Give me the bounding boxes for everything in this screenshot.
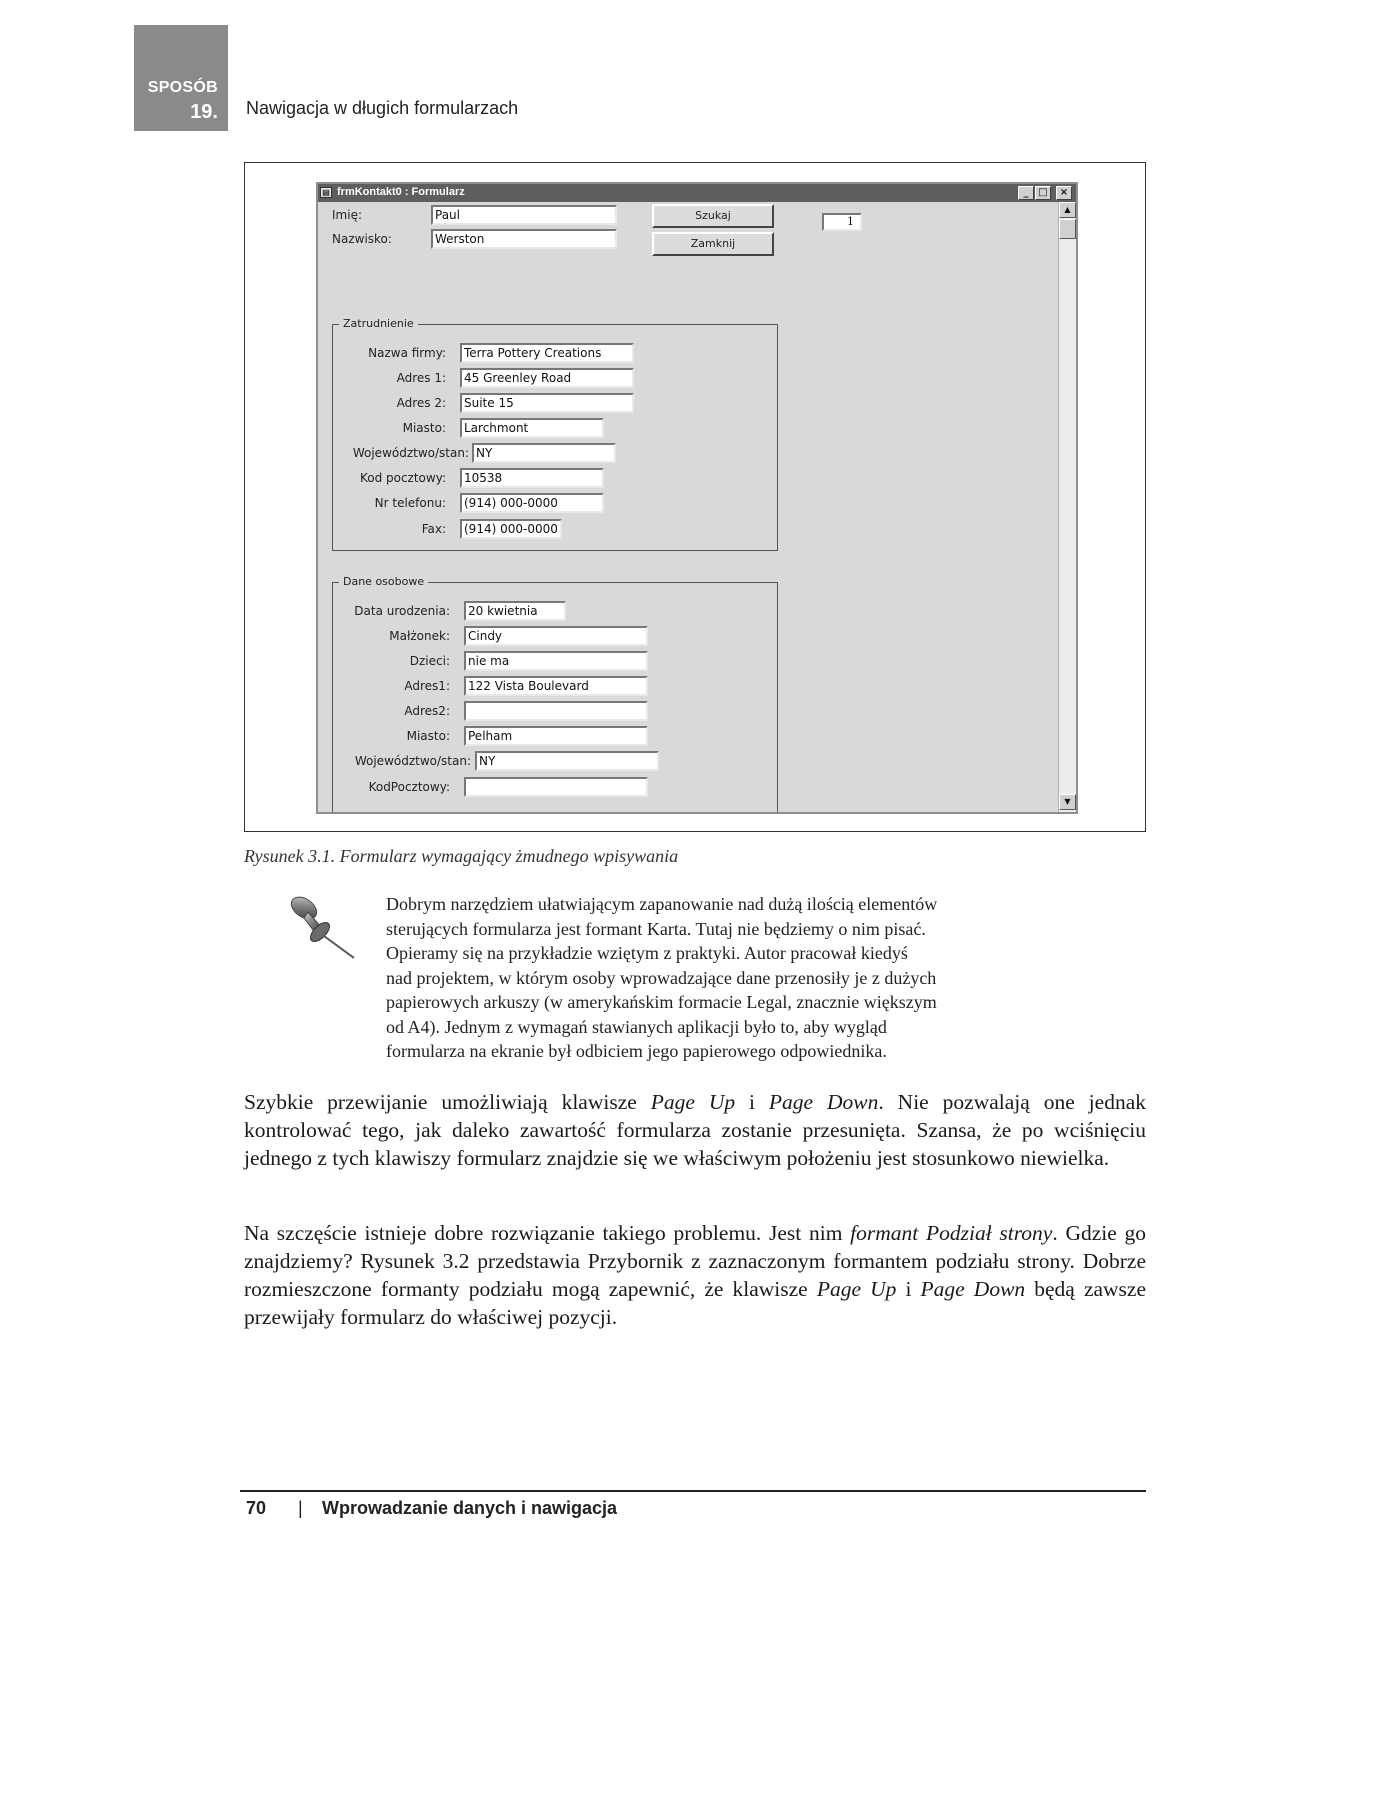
zatrudnienie-label: Kod pocztowy:: [359, 471, 446, 485]
zatrudnienie-label: Nr telefonu:: [374, 496, 446, 510]
footer-rule: [240, 1490, 1146, 1492]
footer-separator: |: [298, 1498, 303, 1518]
dane-osobowe-title: Dane osobowe: [339, 575, 428, 588]
zatrudnienie-label: Fax:: [421, 522, 446, 536]
scroll-down-icon[interactable]: ▼: [1059, 794, 1076, 810]
dane-field[interactable]: 122 Vista Boulevard: [464, 676, 648, 696]
dane-label: KodPocztowy:: [368, 780, 450, 794]
note-line: formularza na ekranie był odbiciem jego papierowego odpowiednika.: [386, 1041, 887, 1061]
dane-label: Adres1:: [404, 679, 450, 693]
dane-label: Data urodzenia:: [354, 604, 450, 618]
record-counter[interactable]: 1: [822, 213, 862, 231]
note-line: Dobrym narzędziem ułatwiającym zapanowanie nad dużą ilością elementów: [386, 894, 938, 914]
dane-field[interactable]: [464, 701, 648, 721]
window-title: frmKontakt0 : Formularz: [337, 186, 465, 198]
note-line: sterujących formularza jest formant Karta. Tutaj nie będziemy o nim pisać.: [386, 918, 926, 939]
note-line: papierowych arkuszy (w amerykańskim formacie Legal, znacznie większym: [386, 992, 937, 1012]
chapter-tab-word: SPOSÓB: [147, 79, 218, 96]
zatrudnienie-field[interactable]: Suite 15: [460, 393, 634, 413]
search-button[interactable]: Szukaj: [652, 204, 774, 228]
dane-field[interactable]: 20 kwietnia: [464, 601, 566, 621]
dane-label: Adres2:: [404, 704, 450, 718]
figure-caption: Rysunek 3.1. Formularz wymagający żmudnego wpisywania: [244, 846, 679, 866]
dane-field[interactable]: [464, 777, 648, 797]
chapter-tab: [134, 25, 228, 131]
zatrudnienie-title: Zatrudnienie: [339, 317, 418, 330]
form-icon: ▤: [320, 187, 332, 198]
zatrudnienie-field[interactable]: 45 Greenley Road: [460, 368, 634, 388]
zatrudnienie-field[interactable]: NY: [472, 443, 616, 463]
dane-label: Dzieci:: [409, 654, 450, 668]
chapter-tab-number: 19.: [190, 101, 218, 123]
zatrudnienie-label: Miasto:: [402, 421, 446, 435]
scroll-up-icon[interactable]: ▲: [1059, 202, 1076, 218]
text-run: . Gdzie go znajdziemy? Rysunek 3.2 przedstawia Przybornik z zaznaczonym formantem podziału strony. Dobrze rozmieszczone formanty podziału mogą zapewnić, że klawisze: [244, 1221, 1146, 1301]
window-titlebar[interactable]: [318, 184, 1076, 202]
note-box: [386, 892, 1086, 1064]
zatrudnienie-field[interactable]: Larchmont: [460, 418, 604, 438]
dane-field[interactable]: NY: [475, 751, 659, 771]
dane-field[interactable]: Cindy: [464, 626, 648, 646]
zatrudnienie-field[interactable]: 10538: [460, 468, 604, 488]
close-form-button[interactable]: Zamknij: [652, 232, 774, 256]
vertical-scrollbar[interactable]: [1058, 202, 1076, 812]
dane-label: Województwo/stan:: [354, 754, 471, 768]
zatrudnienie-label: Województwo/stan:: [352, 446, 469, 460]
chapter-title: Wprowadzanie danych i nawigacja: [322, 1498, 618, 1518]
note-line: od A4). Jednym z wymagań stawianych aplikacji było to, aby wygląd: [386, 1016, 887, 1037]
imie-label: Imię:: [332, 208, 362, 222]
form-body: [318, 202, 1058, 812]
text-run: Na szczęście istnieje dobre rozwiązanie takiego problemu. Jest nim: [244, 1221, 851, 1245]
body-paragraph-2: [244, 1219, 1146, 1331]
page-number: 70: [246, 1498, 267, 1518]
key-name: Page Down: [768, 1090, 879, 1114]
text-run: będą zawsze przewijały formularz do właściwej pozycji.: [244, 1277, 1147, 1329]
imie-field[interactable]: Paul: [431, 205, 617, 225]
nazwisko-field[interactable]: Werston: [431, 229, 617, 249]
term: formant Podział strony: [850, 1221, 1053, 1245]
close-window-button[interactable]: ×: [1056, 186, 1072, 200]
key-name: Page Up: [816, 1277, 897, 1301]
zatrudnienie-label: Adres 1:: [396, 371, 446, 385]
text-run: i: [735, 1090, 769, 1114]
dane-label: Małżonek:: [389, 629, 450, 643]
text-run: i: [896, 1277, 921, 1301]
key-name: Page Down: [920, 1277, 1026, 1301]
text-run: . Nie pozwalają one jednak kontrolować tego, jak daleko zawartość formularza zostanie przesunięta. Szansa, że po wciśnięciu jednego z tych klawiszy formularz znajdzie się we właściwym położeniu jest stosunkowo niewielka.: [244, 1090, 1146, 1170]
body-paragraph-1: [244, 1088, 1146, 1172]
zatrudnienie-field[interactable]: Terra Pottery Creations: [460, 343, 634, 363]
dane-label: Miasto:: [406, 729, 450, 743]
key-name: Page Up: [650, 1090, 736, 1114]
running-title: Nawigacja w długich formularzach: [246, 98, 519, 118]
note-line: Opieramy się na przykładzie wziętym z praktyki. Autor pracował kiedyś: [386, 943, 908, 963]
pushpin-icon: [286, 892, 366, 964]
note-line: nad projektem, w którym osoby wprowadzające dane przenosiły je z dużych: [386, 967, 937, 988]
maximize-button[interactable]: □: [1035, 186, 1051, 200]
nazwisko-label: Nazwisko:: [332, 232, 392, 246]
dane-field[interactable]: Pelham: [464, 726, 648, 746]
zatrudnienie-label: Nazwa firmy:: [368, 346, 446, 360]
zatrudnienie-label: Adres 2:: [396, 396, 446, 410]
scroll-thumb[interactable]: [1059, 219, 1076, 239]
zatrudnienie-field[interactable]: (914) 000-0000: [460, 519, 562, 539]
access-form-window: [316, 182, 1078, 814]
zatrudnienie-field[interactable]: (914) 000-0000: [460, 493, 604, 513]
dane-field[interactable]: nie ma: [464, 651, 648, 671]
text-run: Szybkie przewijanie umożliwiają klawisze: [244, 1090, 651, 1114]
minimize-button[interactable]: _: [1018, 186, 1034, 200]
